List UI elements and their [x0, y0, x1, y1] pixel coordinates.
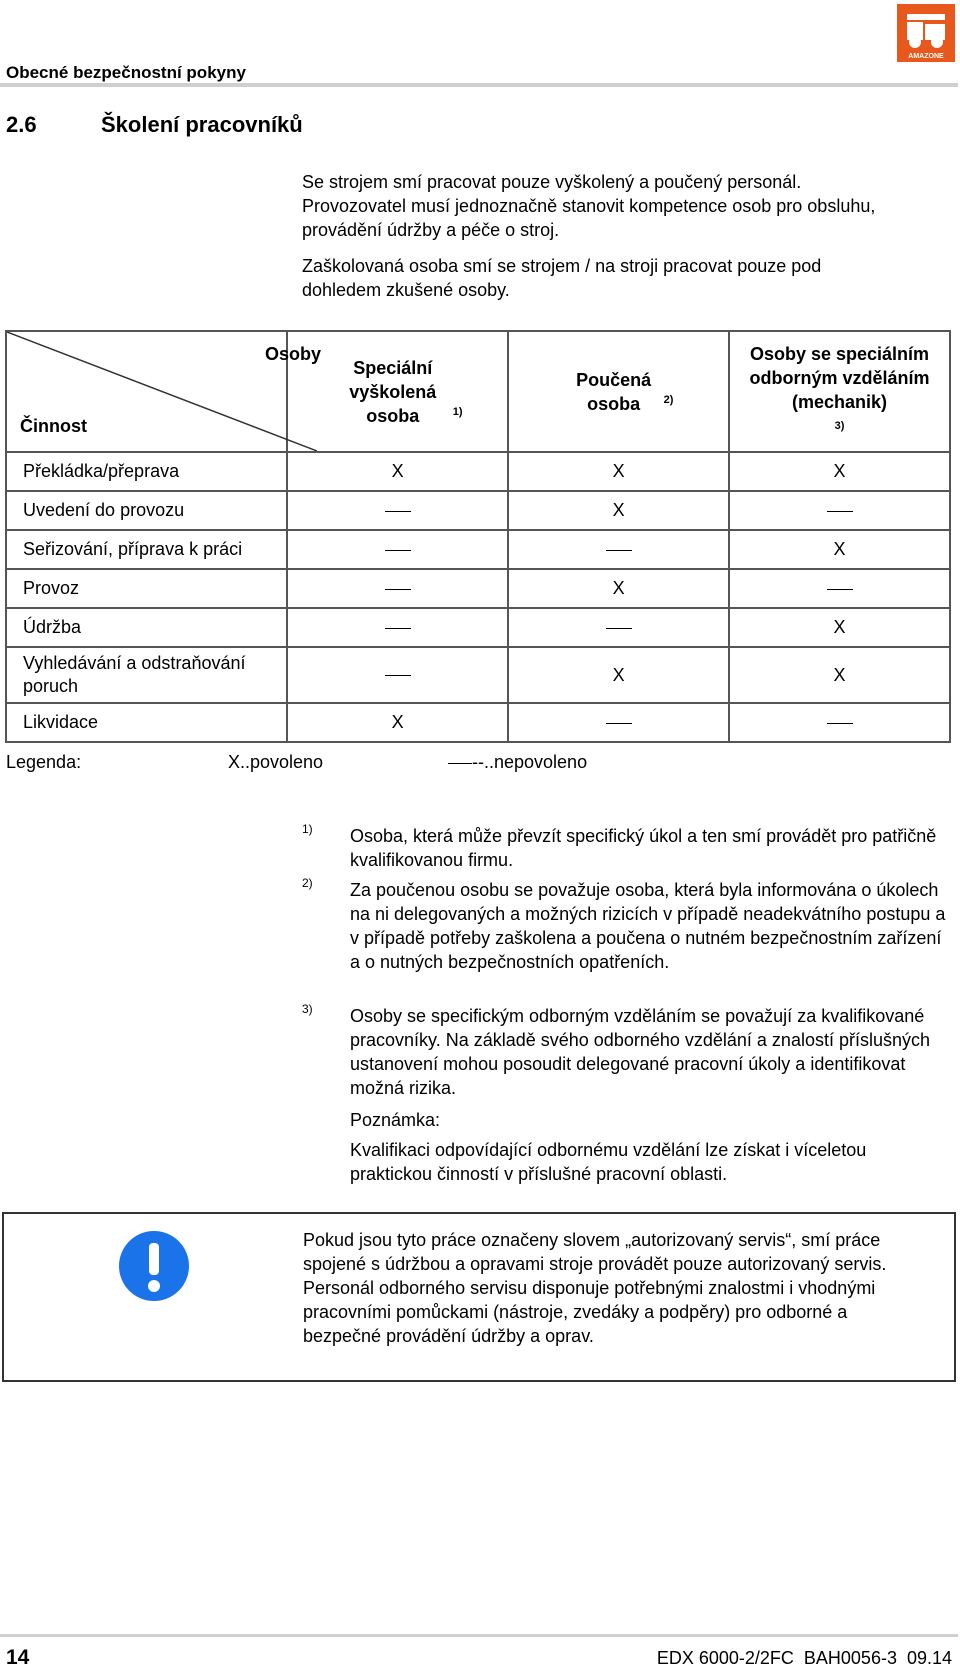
cell: [287, 647, 508, 703]
dash-mark: [385, 628, 411, 629]
section-number: 2.6: [6, 112, 37, 137]
cell: X: [729, 452, 950, 491]
cell: [287, 530, 508, 569]
cell: [729, 569, 950, 608]
table-row: [6, 703, 950, 742]
dash-mark: [385, 589, 411, 590]
footnote-3-text: Osoby se specifickým odborným vzděláním se považují za kvalifikované pracovníky. Na základě svého odborného vzdělání a znalostí příslušných ustanovení mohou posoudit delegované pracovní úkoly a identifikovat možná rizika.: [350, 1006, 930, 1098]
cell: X: [729, 608, 950, 647]
cell: X: [729, 530, 950, 569]
dash-mark: [606, 550, 632, 551]
row-activity: Překládka/přeprava: [6, 452, 287, 491]
dash-mark: [827, 511, 853, 512]
footnote-1-text: Osoba, která může převzít specifický úkol a ten smí provádět pro patřičně kvalifikovanou firmu.: [350, 826, 937, 870]
footnote-2-number: 2): [302, 876, 313, 890]
doc-id: EDX 6000-2/2FC BAH0056-3 09.14: [656, 1648, 952, 1668]
cell: X: [508, 452, 729, 491]
footer-divider: [0, 1634, 958, 1637]
cell: [729, 491, 950, 530]
table-row: [6, 530, 950, 569]
intro-paragraph-2: Zaškolovaná osoba smí se strojem / na stroji pracovat pouze pod dohledem zkušené osoby.: [302, 256, 822, 300]
footnote-1-number: 1): [302, 822, 313, 836]
note-text: Kvalifikaci odpovídající odbornému vzdělání lze získat i víceletou praktickou činností v příslušné pracovní oblasti.: [350, 1140, 867, 1184]
row-activity: Likvidace: [6, 703, 287, 742]
cell: [287, 491, 508, 530]
dash-mark: [606, 723, 632, 724]
cell: X: [508, 491, 729, 530]
logo-icon: [897, 4, 955, 62]
table-row: [6, 452, 950, 491]
legend-allowed: X..povoleno: [228, 752, 324, 772]
cell: X: [287, 452, 508, 491]
table-corner: [6, 331, 322, 452]
section-header: Obecné bezpečnostní pokyny: [6, 63, 246, 82]
row-activity: Uvedení do provozu: [6, 491, 287, 530]
cell: X: [287, 703, 508, 742]
dash-mark: [385, 675, 411, 676]
row-activity: Provoz: [6, 569, 287, 608]
footnote-3-number: 3): [302, 1002, 313, 1016]
intro-paragraph-1: Se strojem smí pracovat pouze vyškolený a poučený personál. Provozovatel musí jednoznačně stanovit kompetence osob pro obsluhu, provádění údržby a péče o stroj.: [302, 172, 876, 240]
col-header-2: Poučená osoba $^{2)}$: [508, 331, 729, 452]
header-divider: [0, 83, 958, 87]
amazone-logo: [897, 4, 955, 62]
row-activity: Vyhledávání a odstraňování poruch: [6, 647, 287, 703]
warning-text: Pokud jsou tyto práce označeny slovem „autorizovaný servis“, smí práce spojené s údržbou a opravami stroje provádět pouze autorizovaný servis. Personál odborného servisu disponuje potřebnými znalostmi i vhodnými pracovními pomůckami (nástroje, zvedáky a podpěry) pro odborné a bezpečné provádění údržby a oprav.: [303, 1230, 887, 1346]
table-row: [6, 491, 950, 530]
page-title: Školení pracovníků: [101, 112, 303, 137]
page-number: 14: [6, 1646, 30, 1669]
row-activity: Údržba: [6, 608, 287, 647]
cell: X: [729, 647, 950, 703]
cell: [508, 608, 729, 647]
note-label: Poznámka:: [350, 1110, 441, 1130]
exclamation-icon: [118, 1230, 190, 1302]
dash-mark: [827, 723, 853, 724]
dash-mark: [385, 511, 411, 512]
col-header-1: Speciální vyškolená osoba $^{1)}$: [287, 331, 508, 452]
warning-box: [2, 1212, 956, 1382]
dash-mark: [606, 628, 632, 629]
table-row: [6, 569, 950, 608]
cell: X: [508, 569, 729, 608]
dash-mark: [385, 550, 411, 551]
dash-mark: [827, 589, 853, 590]
cell: X: [508, 647, 729, 703]
corner-activity: Činnost: [20, 416, 87, 436]
cell: [287, 569, 508, 608]
table-row: [6, 608, 950, 647]
corner-persons: Osoby: [265, 344, 322, 364]
competence-table: [5, 330, 951, 743]
cell: [287, 608, 508, 647]
row-activity: Seřizování, příprava k práci: [6, 530, 287, 569]
dash-icon: [448, 763, 472, 764]
svg-text:AMAZONE: AMAZONE: [908, 53, 944, 60]
cell: [508, 703, 729, 742]
legend-not-allowed: --..nepovoleno: [448, 752, 587, 773]
cell: [729, 703, 950, 742]
col-header-3: Osoby se speciálním odborným vzděláním (mechanik)$^{3)}$: [729, 331, 950, 452]
table-row: [6, 647, 950, 703]
cell: [508, 530, 729, 569]
legend-label: Legenda:: [6, 752, 82, 772]
footnote-2-text: Za poučenou osobu se považuje osoba, která byla informována o úkolech na ni delegovaných a možných rizicích v případě neadekvátního postupu a v případě potřeby zaškolena a poučena o nutném bezpečnostním zařízení a o nutných bezpečnostních opatřeních.: [350, 880, 946, 972]
